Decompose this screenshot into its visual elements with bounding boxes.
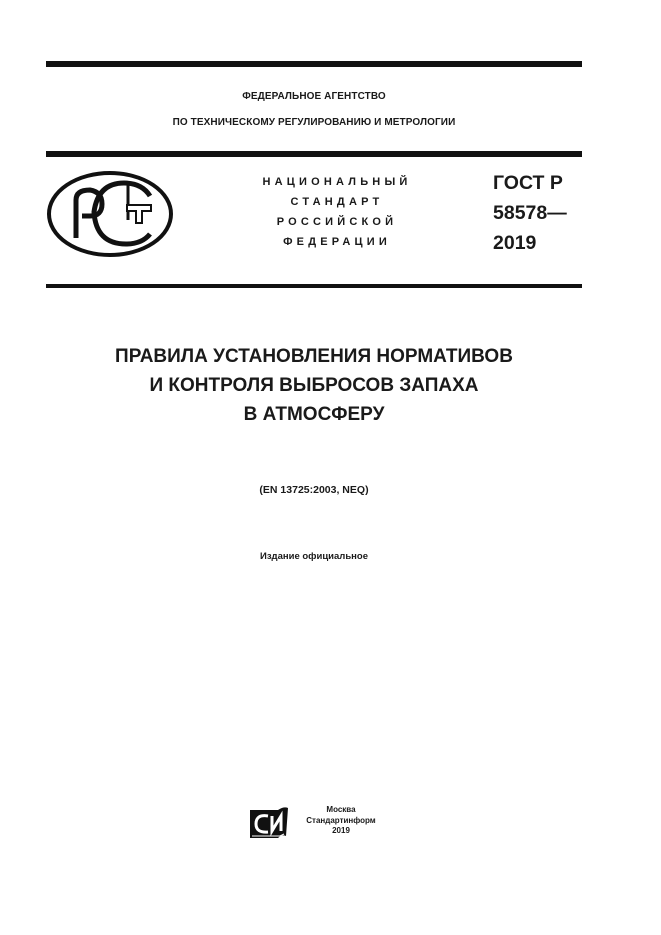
block-divider <box>46 284 582 288</box>
national-line-1: НАЦИОНАЛЬНЫЙ <box>262 176 412 188</box>
agency-name-line-2: ПО ТЕХНИЧЕСКОМУ РЕГУЛИРОВАНИЮ И МЕТРОЛОГИИ <box>172 117 456 128</box>
publisher-block <box>294 805 388 837</box>
national-line-3: РОССИЙСКОЙ <box>276 216 398 228</box>
designation-line-3: 2019 <box>493 232 537 254</box>
designation-line-1: ГОСТ Р <box>493 172 563 194</box>
title-line-3: В АТМОСФЕРУ <box>243 404 385 425</box>
publisher-name: Стандартинформ <box>306 815 376 825</box>
title-line-1: ПРАВИЛА УСТАНОВЛЕНИЯ НОРМАТИВОВ <box>115 346 513 367</box>
national-line-4: ФЕДЕРАЦИИ <box>283 236 391 248</box>
agency-name-line-1: ФЕДЕРАЛЬНОЕ АГЕНТСТВО <box>242 91 386 102</box>
publisher-city: Москва <box>326 805 356 814</box>
gost-r-rst-logo-icon <box>46 170 174 258</box>
document-title <box>46 342 582 429</box>
top-divider <box>46 61 582 67</box>
title-line-2: И КОНТРОЛЯ ВЫБРОСОВ ЗАПАХА <box>149 375 479 396</box>
normative-reference: (EN 13725:2003, NEQ) <box>259 484 369 496</box>
national-standard-label <box>232 172 442 252</box>
header-divider <box>46 151 582 157</box>
standartinform-logo-icon <box>248 806 290 840</box>
standard-designation <box>493 168 567 258</box>
publication-year: 2019 <box>332 826 350 835</box>
national-line-2: СТАНДАРТ <box>290 196 384 208</box>
designation-line-2: 58578— <box>493 202 567 224</box>
edition-label: Издание официальное <box>260 551 368 562</box>
